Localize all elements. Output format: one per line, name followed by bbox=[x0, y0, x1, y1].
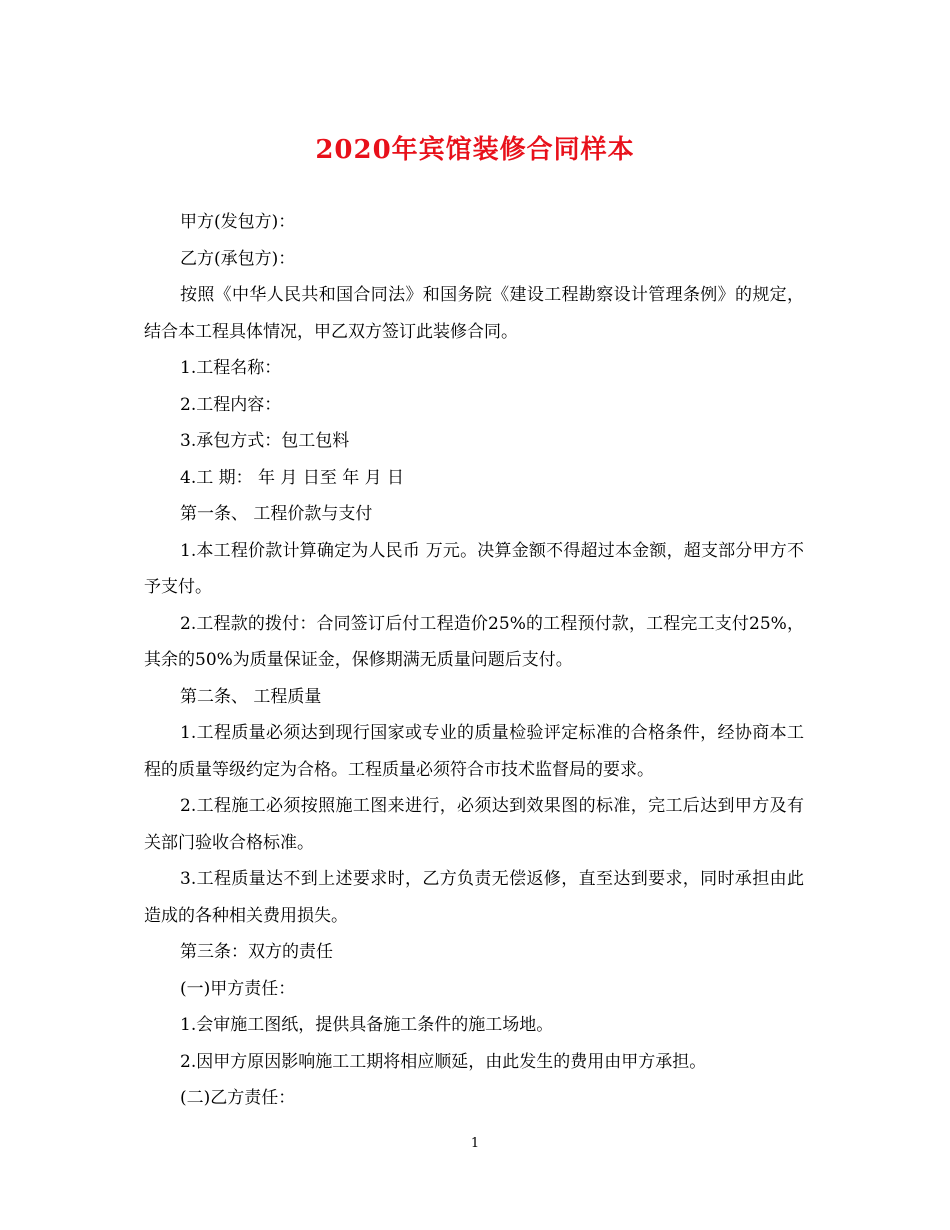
section-heading-1: 第一条、 工程价款与支付 bbox=[180, 504, 373, 524]
page-number: 1 bbox=[470, 1136, 480, 1151]
paragraph-party-b: 乙方(承包方)： bbox=[180, 248, 296, 269]
paragraph-contract-method: 3.承包方式：包工包料 bbox=[180, 431, 350, 451]
page-title: 2020年宾馆装修合同样本 bbox=[315, 135, 635, 165]
paragraph-preamble: 按照《中华人民共和国合同法》和国务院《建设工程勘察设计管理条例》的规定，结合本工程具体情况，甲乙双方签订此装修合同。 bbox=[144, 285, 804, 342]
paragraph-quality-2: 2.工程施工必须按照施工图来进行，必须达到效果图的标准，完工后达到甲方及有关部门验收合格标准。 bbox=[144, 796, 804, 853]
paragraph-party-a-duty-2: 2.因甲方原因影响施工工期将相应顺延，由此发生的费用由甲方承担。 bbox=[180, 1051, 707, 1072]
paragraph-party-a-duty-1: 1.会审施工图纸，提供具备施工条件的施工场地。 bbox=[180, 1015, 554, 1035]
paragraph-quality-3: 3.工程质量达不到上述要求时，乙方负责无偿返修，直至达到要求，同时承担由此造成的各种相关费用损失。 bbox=[144, 869, 804, 926]
document-body bbox=[144, 204, 804, 1117]
paragraph-price: 1.本工程价款计算确定为人民币 万元。决算金额不得超过本金额，超支部分甲方不予支付。 bbox=[144, 540, 804, 597]
paragraph-project-name: 1.工程名称： bbox=[180, 358, 282, 378]
paragraph-party-a: 甲方(发包方)： bbox=[180, 212, 296, 232]
paragraph-payment: 2.工程款的拨付：合同签订后付工程造价25%的工程预付款，工程完工支付25%，其余的50%为质量保证金，保修期满无质量问题后支付。 bbox=[144, 613, 804, 670]
paragraph-party-b-duties: (二)乙方责任： bbox=[180, 1088, 296, 1108]
section-heading-2: 第二条、 工程质量 bbox=[180, 686, 322, 707]
paragraph-duration: 4.工 期： 年 月 日至 年 月 日 bbox=[180, 467, 405, 488]
paragraph-party-a-duties: (一)甲方责任： bbox=[180, 978, 296, 999]
section-heading-3: 第三条：双方的责任 bbox=[180, 942, 333, 962]
paragraph-quality-1: 1.工程质量必须达到现行国家或专业的质量检验评定标准的合格条件，经协商本工程的质量等级约定为合格。工程质量必须符合市技术监督局的要求。 bbox=[144, 723, 804, 780]
paragraph-project-content: 2.工程内容： bbox=[180, 394, 282, 415]
